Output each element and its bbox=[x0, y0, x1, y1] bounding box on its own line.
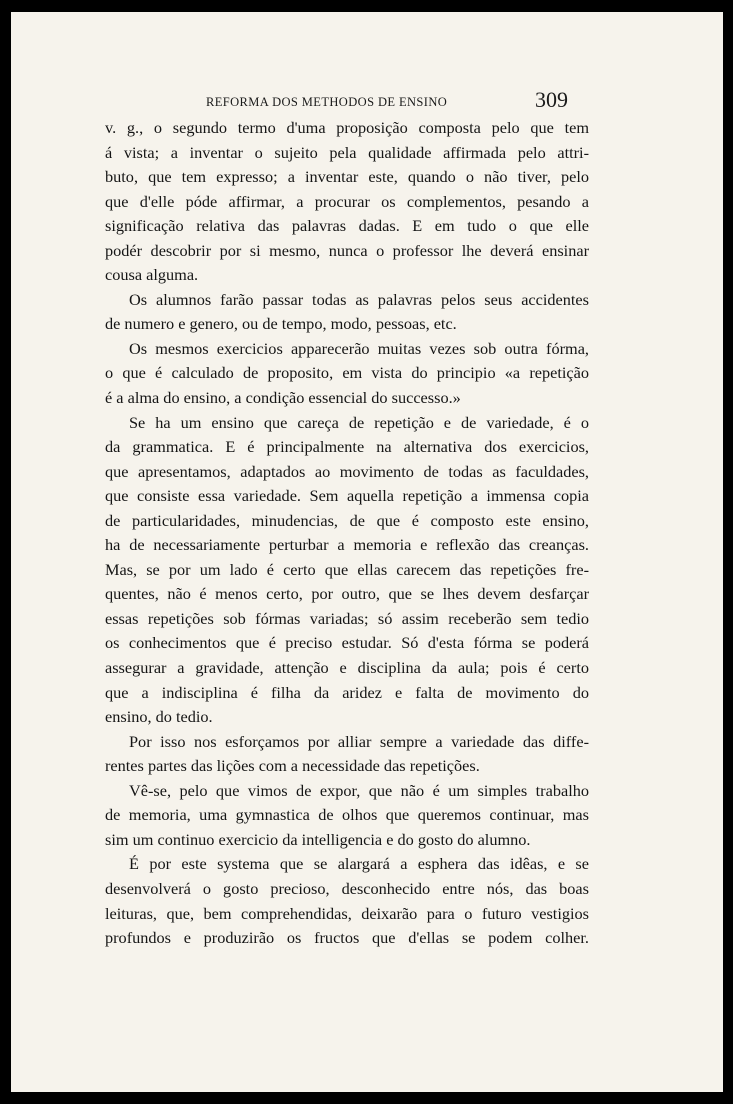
text-line: Os alumnos farão passar todas as palavras pelos seus accidentes bbox=[129, 289, 589, 309]
text-line: Os mesmos exercicios apparecerão muitas vezes sob outra fórma, bbox=[129, 338, 589, 358]
text-line: Mas, se por um lado é certo que ellas carecem das repetições fre- bbox=[105, 559, 589, 579]
text-line: que a indisciplina é filha da aridez e falta de movimento do bbox=[105, 682, 589, 702]
text-line: É por este systema que se alargará a esphera das idêas, e se bbox=[129, 854, 589, 874]
paragraph-1 bbox=[105, 116, 589, 288]
text-line: quentes, não é menos certo, por outro, que se lhes devem desfarçar bbox=[105, 584, 589, 604]
text-line: o que é calculado de proposito, em vista do principio «a repetição bbox=[105, 363, 589, 383]
text-line: ha de necessariamente perturbar a memoria e reflexão das creanças. bbox=[105, 535, 589, 555]
text-line: os conhecimentos que é preciso estudar. Só d'esta fórma se poderá bbox=[105, 633, 589, 653]
page-number: 309 bbox=[535, 87, 568, 112]
running-head: REFORMA DOS METHODOS DE ENSINO bbox=[206, 95, 448, 109]
body-text bbox=[105, 116, 589, 951]
text-line: leituras, que, bem comprehendidas, deixarão para o futuro vestigios bbox=[105, 903, 589, 923]
text-line: essas repetições sob fórmas variadas; só assim receberão sem tedio bbox=[105, 608, 589, 628]
text-line: desenvolverá o gosto precioso, desconhecido entre nós, das boas bbox=[105, 878, 589, 898]
text-line: sim um continuo exercicio da intelligencia e do gosto do alumno. bbox=[105, 829, 531, 849]
text-line: que apresentamos, adaptados ao movimento de todas as faculdades, bbox=[105, 461, 589, 481]
text-line: assegurar a gravidade, attenção e disciplina da aula; pois é certo bbox=[105, 658, 589, 678]
paragraph-7 bbox=[105, 852, 589, 950]
text-line: que consiste essa variedade. Sem aquella repetição a immensa copia bbox=[105, 486, 589, 506]
text-line: de memoria, uma gymnastica de olhos que queremos continuar, mas bbox=[105, 805, 589, 825]
paragraph-6 bbox=[105, 779, 589, 853]
text-line: Se ha um ensino que careça de repetição e de variedade, é o bbox=[129, 412, 589, 432]
text-line: á vista; a inventar o sujeito pela qualidade affirmada pelo attri- bbox=[105, 142, 589, 162]
text-line: rentes partes das lições com a necessidade das repetições. bbox=[105, 756, 480, 776]
text-line: que d'elle póde affirmar, a procurar os complementos, pesando a bbox=[105, 191, 589, 211]
text-line: podér descobrir por si mesmo, nunca o professor lhe deverá ensinar bbox=[105, 240, 589, 260]
text-line: é a alma do ensino, a condição essencial do successo.» bbox=[105, 388, 461, 408]
paragraph-5 bbox=[105, 730, 589, 779]
page-header bbox=[11, 87, 723, 113]
text-line: Vê-se, pelo que vimos de expor, que não é um simples trabalho bbox=[129, 780, 589, 800]
text-line: de numero e genero, ou de tempo, modo, pessoas, etc. bbox=[105, 314, 457, 334]
book-page bbox=[11, 12, 723, 1092]
text-line: significação relativa das palavras dadas. E em tudo o que elle bbox=[105, 216, 589, 236]
text-line: da grammatica. E é principalmente na alternativa dos exercicios, bbox=[105, 437, 589, 457]
text-line: cousa alguma. bbox=[105, 265, 199, 285]
paragraph-2 bbox=[105, 288, 589, 337]
paragraph-3 bbox=[105, 337, 589, 411]
text-line: ensino, do tedio. bbox=[105, 707, 213, 727]
text-line: Por isso nos esforçamos por alliar sempre a variedade das diffe- bbox=[129, 731, 589, 751]
paragraph-4 bbox=[105, 411, 589, 730]
text-line: de particularidades, minudencias, de que é composto este ensino, bbox=[105, 510, 589, 530]
text-line: v. g., o segundo termo d'uma proposição composta pelo que tem bbox=[105, 118, 589, 137]
text-line: profundos e produzirão os fructos que d'ellas se podem colher. bbox=[105, 928, 589, 948]
text-line: buto, que tem expresso; a inventar este, quando o não tiver, pelo bbox=[105, 167, 589, 187]
